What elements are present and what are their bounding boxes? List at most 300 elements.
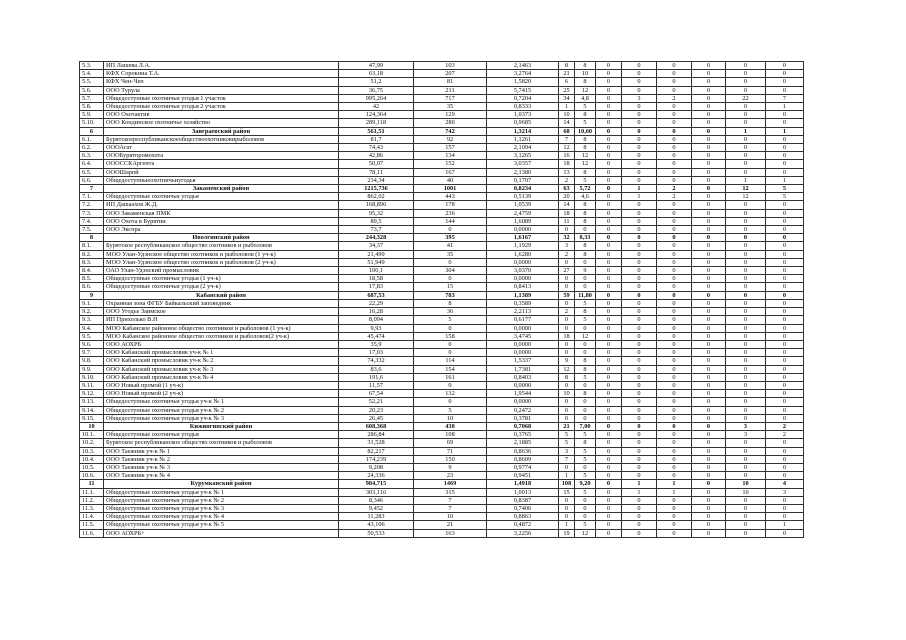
value-cell: 0 <box>622 226 657 234</box>
value-cell: 0 <box>766 119 804 127</box>
value-cell: 0 <box>596 463 622 471</box>
value-cell: 0 <box>726 78 766 86</box>
value-cell: 4 <box>766 480 804 488</box>
value-cell: 32 <box>559 234 575 242</box>
row-number-cell: 9.5. <box>80 332 104 340</box>
value-cell: 69 <box>414 439 487 447</box>
organization-cell: Бурятское республиканское общество охотников и рыболовов <box>104 439 339 447</box>
value-cell: 0,0000 <box>487 324 559 332</box>
value-cell: 0 <box>657 365 692 373</box>
value-cell: 6 <box>559 78 575 86</box>
row-number-cell: 5.5. <box>80 78 104 86</box>
value-cell: 2 <box>766 431 804 439</box>
value-cell: 0 <box>657 455 692 463</box>
value-cell: 0 <box>726 299 766 307</box>
organization-cell: Общедоступные охотничьи угодья уч-к № 5 <box>104 521 339 529</box>
value-cell: 0 <box>726 513 766 521</box>
value-cell: 0 <box>766 324 804 332</box>
value-cell: 0 <box>622 70 657 78</box>
value-cell: 0 <box>657 463 692 471</box>
value-cell: 63 <box>559 185 575 193</box>
row-number-cell: 8.6. <box>80 283 104 291</box>
value-cell: 7 <box>766 94 804 102</box>
value-cell: 0 <box>414 226 487 234</box>
organization-cell: ООО Таежник уч-к № 3 <box>104 463 339 471</box>
value-cell: 0 <box>559 398 575 406</box>
value-cell: 0 <box>726 242 766 250</box>
value-cell: 5 <box>766 185 804 193</box>
row-number-cell: 9.12. <box>80 390 104 398</box>
value-cell: 0 <box>596 201 622 209</box>
value-cell: 0 <box>622 504 657 512</box>
value-cell: 7,00 <box>575 422 596 430</box>
table-row <box>80 463 804 471</box>
value-cell: 0,6177 <box>487 316 559 324</box>
table-row <box>80 193 804 201</box>
value-cell: 3 <box>559 242 575 250</box>
table-row <box>80 447 804 455</box>
value-cell: 0 <box>622 373 657 381</box>
value-cell: 0 <box>766 332 804 340</box>
organization-cell: Общедоступные охотничьи угодья (2 уч-к) <box>104 283 339 291</box>
value-cell: 0 <box>692 160 726 168</box>
value-cell: 0 <box>575 349 596 357</box>
value-cell: 0 <box>657 422 692 430</box>
value-cell: 286,84 <box>339 431 414 439</box>
organization-cell: Общедоступные охотничьи угодья уч-к № 3 <box>104 414 339 422</box>
value-cell: 0 <box>726 226 766 234</box>
value-cell: 0 <box>726 455 766 463</box>
value-cell: 0 <box>414 324 487 332</box>
value-cell: 0 <box>692 472 726 480</box>
value-cell: 0 <box>692 234 726 242</box>
organization-cell: Общедоступные охотничьи угодья 2 участок <box>104 103 339 111</box>
table-row <box>80 472 804 480</box>
value-cell: 0,8636 <box>487 447 559 455</box>
value-cell: 0 <box>657 529 692 537</box>
value-cell: 0 <box>692 390 726 398</box>
value-cell: 0 <box>766 267 804 275</box>
value-cell: 0 <box>692 357 726 365</box>
value-cell: 0 <box>692 463 726 471</box>
value-cell: 144 <box>414 217 487 225</box>
value-cell: 1,6167 <box>487 234 559 242</box>
value-cell: 0 <box>622 406 657 414</box>
value-cell: 0 <box>559 504 575 512</box>
value-cell: 8 <box>575 390 596 398</box>
value-cell: 12 <box>575 332 596 340</box>
row-number-cell: 11.3. <box>80 504 104 512</box>
value-cell: 0 <box>559 258 575 266</box>
value-cell: 0 <box>596 381 622 389</box>
value-cell: 0 <box>692 152 726 160</box>
row-number-cell: 7 <box>80 185 104 193</box>
value-cell: 0 <box>726 275 766 283</box>
organization-cell: Общедоступные охотничьи угодья уч-к № 4 <box>104 513 339 521</box>
row-number-cell: 11 <box>80 480 104 488</box>
organization-cell: Общедоступные охотничьи угодья 1 участок <box>104 94 339 102</box>
value-cell: 289,118 <box>339 119 414 127</box>
table-row <box>80 316 804 324</box>
value-cell: 14 <box>559 119 575 127</box>
value-cell: 0 <box>596 349 622 357</box>
value-cell: 0 <box>596 390 622 398</box>
value-cell: 0 <box>766 135 804 143</box>
value-cell: 10 <box>414 513 487 521</box>
organization-cell: Общедоступные охотничьи угодья уч-к № 2 <box>104 496 339 504</box>
value-cell: 7 <box>414 504 487 512</box>
value-cell: 8 <box>575 168 596 176</box>
value-cell: 0 <box>766 472 804 480</box>
value-cell: 0 <box>414 381 487 389</box>
value-cell: 0 <box>657 226 692 234</box>
value-cell: 0,7406 <box>487 504 559 512</box>
value-cell: 0 <box>692 267 726 275</box>
value-cell: 0 <box>726 529 766 537</box>
value-cell: 1 <box>726 127 766 135</box>
value-cell: 1 <box>622 488 657 496</box>
value-cell: 2,1885 <box>487 439 559 447</box>
value-cell: 0 <box>766 201 804 209</box>
value-cell: 34 <box>559 94 575 102</box>
value-cell: 0 <box>766 299 804 307</box>
value-cell: 0 <box>596 103 622 111</box>
value-cell: 9 <box>414 463 487 471</box>
value-cell: 1,4918 <box>487 480 559 488</box>
value-cell: 0 <box>726 234 766 242</box>
value-cell: 0 <box>726 521 766 529</box>
value-cell: 3,0357 <box>487 160 559 168</box>
table-row-region <box>80 127 804 135</box>
value-cell: 0,0000 <box>487 258 559 266</box>
table-row <box>80 62 804 70</box>
organization-cell: ООО Кабанский промысловик уч-к № 1 <box>104 349 339 357</box>
value-cell: 9,93 <box>339 324 414 332</box>
value-cell: 1 <box>766 127 804 135</box>
value-cell: 0 <box>596 127 622 135</box>
value-cell: 42,86 <box>339 152 414 160</box>
value-cell: 31,528 <box>339 439 414 447</box>
value-cell: 15 <box>559 488 575 496</box>
table-row <box>80 349 804 357</box>
value-cell: 0 <box>692 324 726 332</box>
value-cell: 68 <box>559 127 575 135</box>
value-cell: 92 <box>414 135 487 143</box>
row-number-cell: 5.9. <box>80 111 104 119</box>
value-cell: 1 <box>559 521 575 529</box>
row-number-cell: 11.6. <box>80 529 104 537</box>
value-cell: 2 <box>559 250 575 258</box>
value-cell: 0 <box>622 529 657 537</box>
value-cell: 0 <box>692 78 726 86</box>
value-cell: 0 <box>726 463 766 471</box>
value-cell: 18 <box>559 332 575 340</box>
value-cell: 0 <box>726 472 766 480</box>
organization-cell: ОООССКАргента <box>104 160 339 168</box>
value-cell: 74,332 <box>339 357 414 365</box>
table-row-region <box>80 185 804 193</box>
value-cell: 2 <box>559 308 575 316</box>
value-cell: 5 <box>575 176 596 184</box>
value-cell: 8,346 <box>339 496 414 504</box>
value-cell: 1469 <box>414 480 487 488</box>
value-cell: 0 <box>692 176 726 184</box>
value-cell: 0 <box>726 496 766 504</box>
value-cell: 1,0013 <box>487 488 559 496</box>
value-cell: 10 <box>414 414 487 422</box>
value-cell: 0 <box>559 340 575 348</box>
value-cell: 9,452 <box>339 504 414 512</box>
value-cell: 211 <box>414 86 487 94</box>
organization-cell: ООО АОХРБ <box>104 340 339 348</box>
value-cell: 2,1463 <box>487 62 559 70</box>
value-cell: 0 <box>692 135 726 143</box>
value-cell: 0 <box>559 324 575 332</box>
value-cell: 0 <box>766 275 804 283</box>
organization-cell: ИП Прихолько В.Н <box>104 316 339 324</box>
value-cell: 0,0000 <box>487 349 559 357</box>
value-cell: 1,6089 <box>487 217 559 225</box>
value-cell: 158 <box>414 332 487 340</box>
table-row <box>80 299 804 307</box>
value-cell: 0 <box>596 365 622 373</box>
value-cell: 0 <box>766 381 804 389</box>
value-cell: 27 <box>559 267 575 275</box>
value-cell: 0 <box>596 234 622 242</box>
value-cell: 0 <box>657 152 692 160</box>
value-cell: 0 <box>575 381 596 389</box>
value-cell: 8 <box>575 144 596 152</box>
table-row <box>80 414 804 422</box>
value-cell: 0 <box>657 119 692 127</box>
value-cell: 0 <box>766 496 804 504</box>
value-cell: 124,364 <box>339 111 414 119</box>
value-cell: 157 <box>414 144 487 152</box>
value-cell: 16,28 <box>339 308 414 316</box>
table-row-region <box>80 422 804 430</box>
table-row <box>80 258 804 266</box>
value-cell: 0 <box>657 447 692 455</box>
value-cell: 0 <box>657 209 692 217</box>
value-cell: 0 <box>726 447 766 455</box>
value-cell: 561,51 <box>339 127 414 135</box>
row-number-cell: 10.5. <box>80 463 104 471</box>
value-cell: 0 <box>575 504 596 512</box>
value-cell: 9,20 <box>575 480 596 488</box>
value-cell: 0 <box>657 513 692 521</box>
value-cell: 0 <box>596 316 622 324</box>
organization-cell: Общедоступные охотничьи угодья уч-к № 3 <box>104 504 339 512</box>
value-cell: 0 <box>766 234 804 242</box>
value-cell: 8 <box>575 357 596 365</box>
value-cell: 0 <box>692 373 726 381</box>
value-cell: 5 <box>575 447 596 455</box>
row-number-cell: 10.6. <box>80 472 104 480</box>
value-cell: 0 <box>657 373 692 381</box>
value-cell: 0,8333 <box>487 103 559 111</box>
value-cell: 0 <box>692 62 726 70</box>
value-cell: 0 <box>596 406 622 414</box>
row-number-cell: 10.1. <box>80 431 104 439</box>
value-cell: 0 <box>657 135 692 143</box>
organization-cell: ООО Турула <box>104 86 339 94</box>
value-cell: 1 <box>559 103 575 111</box>
value-cell: 1215,736 <box>339 185 414 193</box>
value-cell: 10 <box>559 111 575 119</box>
table-row <box>80 144 804 152</box>
value-cell: 0 <box>622 447 657 455</box>
value-cell: 0 <box>657 406 692 414</box>
value-cell: 0 <box>622 291 657 299</box>
value-cell: 8 <box>575 78 596 86</box>
value-cell: 0 <box>622 431 657 439</box>
value-cell: 0 <box>596 111 622 119</box>
value-cell: 207 <box>414 70 487 78</box>
table-row <box>80 398 804 406</box>
organization-cell: ИП Дашаахов Ж.Д. <box>104 201 339 209</box>
table-row <box>80 135 804 143</box>
value-cell: 4,8 <box>575 94 596 102</box>
value-cell: 2,2113 <box>487 308 559 316</box>
value-cell: 0 <box>692 144 726 152</box>
value-cell: 0 <box>414 398 487 406</box>
value-cell: 0 <box>726 357 766 365</box>
table-row <box>80 390 804 398</box>
value-cell: 742 <box>414 127 487 135</box>
table-row <box>80 431 804 439</box>
value-cell: 0 <box>692 209 726 217</box>
value-cell: 19 <box>559 529 575 537</box>
value-cell: 0 <box>692 513 726 521</box>
value-cell: 16 <box>559 152 575 160</box>
value-cell: 1 <box>766 176 804 184</box>
value-cell: 0 <box>766 406 804 414</box>
row-number-cell: 10 <box>80 422 104 430</box>
value-cell: 5 <box>575 299 596 307</box>
value-cell: 74,43 <box>339 144 414 152</box>
value-cell: 0 <box>766 209 804 217</box>
row-number-cell: 9.14. <box>80 406 104 414</box>
row-number-cell: 6.3. <box>80 152 104 160</box>
row-number-cell: 8 <box>80 234 104 242</box>
value-cell: 0 <box>657 111 692 119</box>
row-number-cell: 7.4. <box>80 217 104 225</box>
value-cell: 154 <box>414 365 487 373</box>
table-row <box>80 513 804 521</box>
value-cell: 1,0373 <box>487 111 559 119</box>
organization-cell: ООО Новый промой (2 уч-к) <box>104 390 339 398</box>
value-cell: 0 <box>766 365 804 373</box>
organization-cell: МОО Кабанское районное общество охотников и рыболовов (1 уч-к) <box>104 324 339 332</box>
value-cell: 0 <box>596 439 622 447</box>
value-cell: 0 <box>622 119 657 127</box>
value-cell: 0 <box>657 439 692 447</box>
organization-cell: Общедоступные охотничьи угодья <box>104 431 339 439</box>
value-cell: 0 <box>657 78 692 86</box>
value-cell: 0 <box>657 398 692 406</box>
value-cell: 3 <box>726 422 766 430</box>
value-cell: 45,474 <box>339 332 414 340</box>
value-cell: 134 <box>414 152 487 160</box>
organization-cell: ООО Охотактив <box>104 111 339 119</box>
value-cell: 174,239 <box>339 455 414 463</box>
value-cell: 0,8234 <box>487 185 559 193</box>
value-cell: 0 <box>622 111 657 119</box>
value-cell: 0 <box>596 332 622 340</box>
organization-cell: Общедоступные охотничьи угодья уч-к № 1 <box>104 398 339 406</box>
value-cell: 0 <box>559 299 575 307</box>
value-cell: 1,3214 <box>487 127 559 135</box>
value-cell: 0 <box>559 406 575 414</box>
table-row-region <box>80 291 804 299</box>
value-cell: 0 <box>622 168 657 176</box>
value-cell: 0 <box>726 373 766 381</box>
value-cell: 0 <box>726 365 766 373</box>
value-cell: 0 <box>596 373 622 381</box>
value-cell: 47,99 <box>339 62 414 70</box>
value-cell: 0 <box>692 86 726 94</box>
value-cell: 0 <box>692 439 726 447</box>
value-cell: 103 <box>414 62 487 70</box>
organization-cell: ООО Кондинское охотничье хозяйство <box>104 119 339 127</box>
value-cell: 1 <box>657 488 692 496</box>
value-cell: 152 <box>414 160 487 168</box>
value-cell: 2,4759 <box>487 209 559 217</box>
value-cell: 0 <box>726 504 766 512</box>
value-cell: 82,217 <box>339 447 414 455</box>
value-cell: 0 <box>575 463 596 471</box>
value-cell: 0 <box>692 185 726 193</box>
value-cell: 3,0370 <box>487 267 559 275</box>
organization-cell: МОО Кабанское районное общество охотников и рыболовов(2 уч-к) <box>104 332 339 340</box>
table-row <box>80 455 804 463</box>
value-cell: 10 <box>726 488 766 496</box>
value-cell: 0 <box>657 234 692 242</box>
value-cell: 0 <box>726 160 766 168</box>
value-cell: 0 <box>766 168 804 176</box>
value-cell: 2,1380 <box>487 168 559 176</box>
row-number-cell: 6 <box>80 127 104 135</box>
value-cell: 1 <box>657 480 692 488</box>
value-cell: 0 <box>726 201 766 209</box>
value-cell: 0 <box>726 86 766 94</box>
table-row <box>80 283 804 291</box>
value-cell: 0 <box>622 283 657 291</box>
value-cell: 0 <box>726 291 766 299</box>
value-cell: 2 <box>657 193 692 201</box>
value-cell: 0 <box>657 201 692 209</box>
row-number-cell: 7.1. <box>80 193 104 201</box>
value-cell: 17,03 <box>339 349 414 357</box>
value-cell: 51,949 <box>339 258 414 266</box>
value-cell: 1,1929 <box>487 242 559 250</box>
organization-cell: Курумканский район <box>104 480 339 488</box>
value-cell: 8 <box>575 217 596 225</box>
value-cell: 0 <box>692 316 726 324</box>
value-cell: 0 <box>692 119 726 127</box>
organization-cell: ООО Кабанский промысловик уч-к № 4 <box>104 373 339 381</box>
table-row <box>80 111 804 119</box>
value-cell: 0 <box>766 217 804 225</box>
value-cell: 1,1261 <box>487 135 559 143</box>
value-cell: 78,11 <box>339 168 414 176</box>
value-cell: 35 <box>414 103 487 111</box>
value-cell: 40 <box>414 176 487 184</box>
value-cell: 21 <box>414 521 487 529</box>
value-cell: 0 <box>657 472 692 480</box>
table-row <box>80 504 804 512</box>
value-cell: 0,8609 <box>487 455 559 463</box>
